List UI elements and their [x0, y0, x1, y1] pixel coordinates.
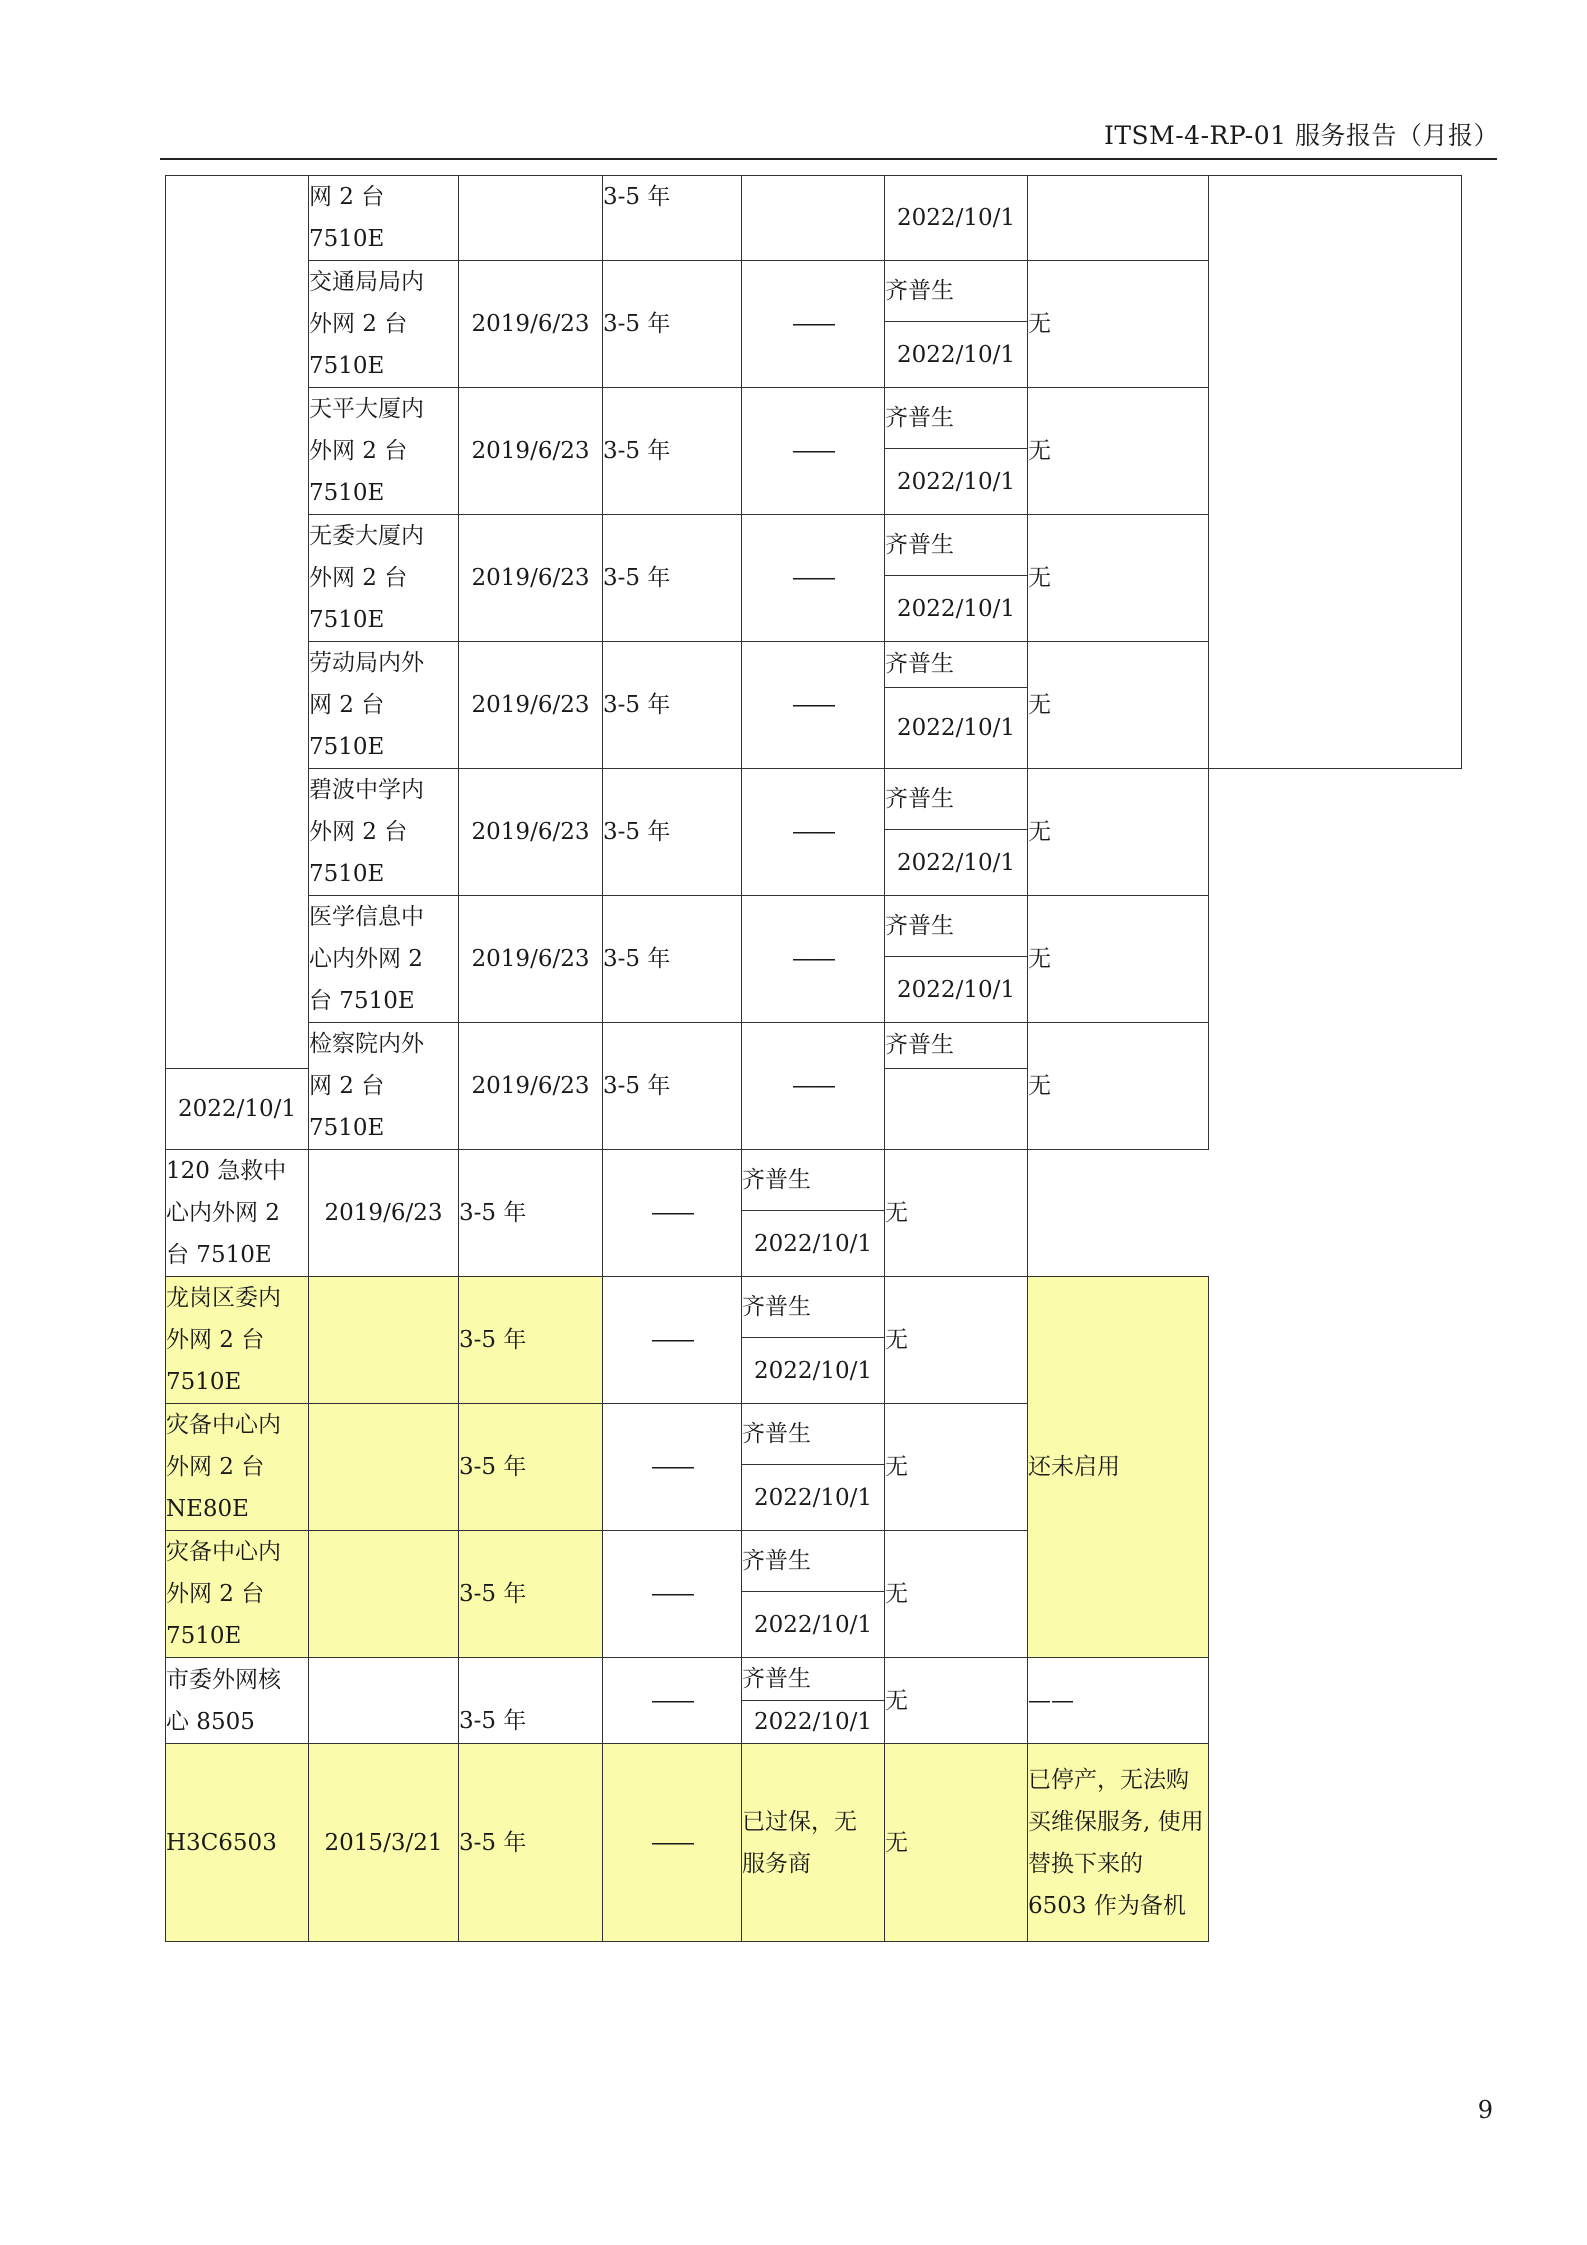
- warranty-cell: 无: [885, 1531, 1028, 1658]
- purchase-date-cell: [459, 176, 603, 261]
- device-name-line: 7510E: [166, 1369, 242, 1395]
- warranty-cell: 无: [1028, 515, 1209, 642]
- device-name-cell: [309, 769, 459, 896]
- service-life-cell: 3-5 年: [459, 1150, 603, 1277]
- dash-cell: [742, 176, 885, 261]
- device-name-line: 天平大厦内: [309, 396, 424, 422]
- warranty-cell: 无: [1028, 1023, 1209, 1150]
- dash-cell: ——: [603, 1150, 742, 1277]
- device-name-line: 心内外网 2: [166, 1200, 280, 1226]
- device-name-line: 检察院内外: [309, 1031, 424, 1057]
- purchase-date-cell: 2019/6/23: [309, 1150, 459, 1277]
- dash-cell: ——: [603, 1658, 742, 1744]
- purchase-date-cell: 2015/3/21: [309, 1744, 459, 1942]
- expire-date-cell: 2022/10/1: [885, 576, 1028, 642]
- expire-date-cell: 2022/10/1: [885, 830, 1028, 896]
- warranty-cell: 无: [1028, 896, 1209, 1023]
- device-name-line: 7510E: [309, 607, 385, 633]
- warranty-cell: 无: [1028, 261, 1209, 388]
- category-cell: [166, 176, 309, 1069]
- dash-cell: ——: [742, 515, 885, 642]
- purchase-date-cell: 2019/6/23: [459, 261, 603, 388]
- dash-cell: ——: [742, 388, 885, 515]
- device-name-line: NE80E: [166, 1496, 249, 1522]
- expire-date-cell: 2022/10/1: [885, 957, 1028, 1023]
- dash-cell: ——: [603, 1404, 742, 1531]
- expire-date-cell: 2022/10/1: [742, 1338, 885, 1404]
- device-name-line: 灾备中心内: [166, 1539, 281, 1565]
- vendor-cell: 齐普生: [885, 1023, 1028, 1069]
- service-life-cell: 3-5 年: [603, 769, 742, 896]
- remark-cell-not-enabled: 还未启用: [1028, 1277, 1209, 1658]
- remark-cell-h3c: 已停产，无法购买维保服务, 使用替换下来的 6503 作为备机: [1028, 1744, 1209, 1942]
- device-name-cell: [309, 388, 459, 515]
- device-name-line: 心 8505: [166, 1708, 255, 1735]
- table-row: [166, 896, 1462, 957]
- device-name-line: 7510E: [309, 1115, 385, 1141]
- service-life-cell: 3-5 年: [603, 1023, 742, 1150]
- device-name-line: 外网 2 台: [309, 311, 408, 337]
- vendor-cell: 齐普生: [885, 515, 1028, 576]
- expire-date-cell: 2022/10/1: [885, 449, 1028, 515]
- purchase-date-cell: 2019/6/23: [459, 388, 603, 515]
- device-name-cell: [309, 896, 459, 1023]
- remark-cell-dash: ——: [1028, 1658, 1209, 1744]
- device-name-line: H3C6503: [166, 1829, 277, 1856]
- table-row: [166, 176, 1462, 261]
- vendor-cell: 齐普生: [885, 642, 1028, 688]
- page-number: 9: [1477, 2096, 1493, 2124]
- expire-date-cell: 2022/10/1: [742, 1592, 885, 1658]
- service-life-cell: 3-5 年: [603, 515, 742, 642]
- vendor-cell: 齐普生: [742, 1531, 885, 1592]
- warranty-cell: 无: [885, 1404, 1028, 1531]
- table-row: [166, 769, 1462, 830]
- device-name-line: 市委外网核: [166, 1666, 281, 1693]
- device-name-line: 灾备中心内: [166, 1412, 281, 1438]
- purchase-date-cell: [309, 1658, 459, 1744]
- device-name-line: 7510E: [309, 226, 385, 252]
- service-life-cell: 3-5 年: [603, 388, 742, 515]
- table-row: [166, 1150, 1462, 1211]
- device-name-line: 外网 2 台: [309, 438, 408, 464]
- device-name-line: 台 7510E: [166, 1242, 272, 1268]
- device-name-cell: [166, 1658, 309, 1744]
- service-life-cell: 3-5 年: [459, 1744, 603, 1942]
- dash-cell: ——: [742, 1023, 885, 1150]
- device-name-line: 网 2 台: [309, 1073, 385, 1099]
- device-name-line: 外网 2 台: [309, 819, 408, 845]
- device-name-line: 医学信息中: [309, 904, 424, 930]
- device-name-line: 无委大厦内: [309, 523, 424, 549]
- header-divider: [160, 158, 1497, 160]
- table-row: [166, 1531, 1462, 1592]
- service-life-cell: 3-5 年: [459, 1658, 603, 1744]
- purchase-date-cell: [309, 1404, 459, 1531]
- warranty-cell: 无: [885, 1744, 1028, 1942]
- warranty-cell: 无: [885, 1277, 1028, 1404]
- device-name-line: 7510E: [166, 1623, 242, 1649]
- device-name-line: 外网 2 台: [309, 565, 408, 591]
- expire-date-cell: 2022/10/1: [885, 687, 1028, 768]
- device-name-line: 网 2 台: [309, 692, 385, 718]
- service-life-cell: 3-5 年: [603, 896, 742, 1023]
- expire-date-cell: 2022/10/1: [742, 1701, 885, 1744]
- service-life-cell: 3-5 年: [459, 1277, 603, 1404]
- dash-cell: ——: [603, 1744, 742, 1942]
- device-name-cell: [166, 1531, 309, 1658]
- table-row: [166, 1404, 1462, 1465]
- device-name-cell: [166, 1150, 309, 1277]
- vendor-cell: 齐普生: [742, 1404, 885, 1465]
- device-name-cell: [309, 515, 459, 642]
- dash-cell: ——: [742, 769, 885, 896]
- warranty-cell: 无: [885, 1150, 1028, 1277]
- dash-cell: ——: [603, 1277, 742, 1404]
- expire-date-cell: 2022/10/1: [742, 1465, 885, 1531]
- device-name-cell: [166, 1744, 309, 1942]
- purchase-date-cell: 2019/6/23: [459, 896, 603, 1023]
- purchase-date-cell: 2019/6/23: [459, 769, 603, 896]
- device-name-line: 网 2 台: [309, 184, 385, 210]
- device-name-line: 碧波中学内: [309, 777, 424, 803]
- vendor-cell: 齐普生: [885, 388, 1028, 449]
- table-row: [166, 1744, 1462, 1942]
- device-name-line: 外网 2 台: [166, 1581, 265, 1607]
- device-name-line: 120 急救中: [166, 1158, 287, 1184]
- purchase-date-cell: 2019/6/23: [459, 515, 603, 642]
- warranty-cell: 无: [885, 1658, 1028, 1744]
- expire-date-cell: 2022/10/1: [885, 176, 1028, 261]
- device-name-cell: [309, 642, 459, 769]
- device-name-cell: [309, 176, 459, 261]
- warranty-cell: 无: [1028, 642, 1209, 769]
- device-name-cell: [309, 261, 459, 388]
- device-name-line: 外网 2 台: [166, 1327, 265, 1353]
- device-name-line: 劳动局内外: [309, 650, 424, 676]
- report-header-title: ITSM-4-RP-01 服务报告（月报）: [1103, 121, 1499, 150]
- vendor-cell: 齐普生: [885, 896, 1028, 957]
- vendor-cell: 齐普生: [885, 769, 1028, 830]
- expire-date-cell: 2022/10/1: [885, 322, 1028, 388]
- purchase-date-cell: [309, 1277, 459, 1404]
- purchase-date-cell: 2019/6/23: [459, 1023, 603, 1150]
- device-name-line: 7510E: [309, 480, 385, 506]
- service-life-cell: 3-5 年: [459, 1404, 603, 1531]
- device-name-line: 7510E: [309, 734, 385, 760]
- service-life-cell: 3-5 年: [603, 176, 742, 261]
- service-life-cell: 3-5 年: [459, 1531, 603, 1658]
- vendor-cell: 已过保，无服务商: [742, 1744, 885, 1942]
- equipment-table: [165, 175, 1462, 1942]
- device-name-line: 心内外网 2: [309, 946, 423, 972]
- warranty-cell: 无: [1028, 388, 1209, 515]
- dash-cell: ——: [742, 896, 885, 1023]
- device-name-cell: [166, 1277, 309, 1404]
- remark-cell-blank: [1209, 176, 1462, 769]
- warranty-cell: [1028, 176, 1209, 261]
- device-name-line: 台 7510E: [309, 988, 415, 1014]
- expire-date-cell: 2022/10/1: [166, 1068, 309, 1149]
- service-life-cell: 3-5 年: [603, 261, 742, 388]
- dash-cell: ——: [603, 1531, 742, 1658]
- service-life-cell: 3-5 年: [603, 642, 742, 769]
- expire-date-cell: 2022/10/1: [742, 1211, 885, 1277]
- device-name-line: 外网 2 台: [166, 1454, 265, 1480]
- device-name-cell: [309, 1023, 459, 1150]
- vendor-cell: 齐普生: [885, 261, 1028, 322]
- vendor-cell: 齐普生: [742, 1658, 885, 1701]
- purchase-date-cell: 2019/6/23: [459, 642, 603, 769]
- vendor-cell: 齐普生: [742, 1150, 885, 1211]
- dash-cell: ——: [742, 642, 885, 769]
- table-row: [166, 1023, 1462, 1069]
- dash-cell: ——: [742, 261, 885, 388]
- device-name-line: 7510E: [309, 861, 385, 887]
- device-name-line: 龙岗区委内: [166, 1285, 281, 1311]
- warranty-cell: 无: [1028, 769, 1209, 896]
- table-row: [166, 1277, 1462, 1338]
- device-name-line: 7510E: [309, 353, 385, 379]
- vendor-cell: 齐普生: [742, 1277, 885, 1338]
- device-name-cell: [166, 1404, 309, 1531]
- purchase-date-cell: [309, 1531, 459, 1658]
- device-name-line: 交通局局内: [309, 269, 424, 295]
- table-row: [166, 1658, 1462, 1701]
